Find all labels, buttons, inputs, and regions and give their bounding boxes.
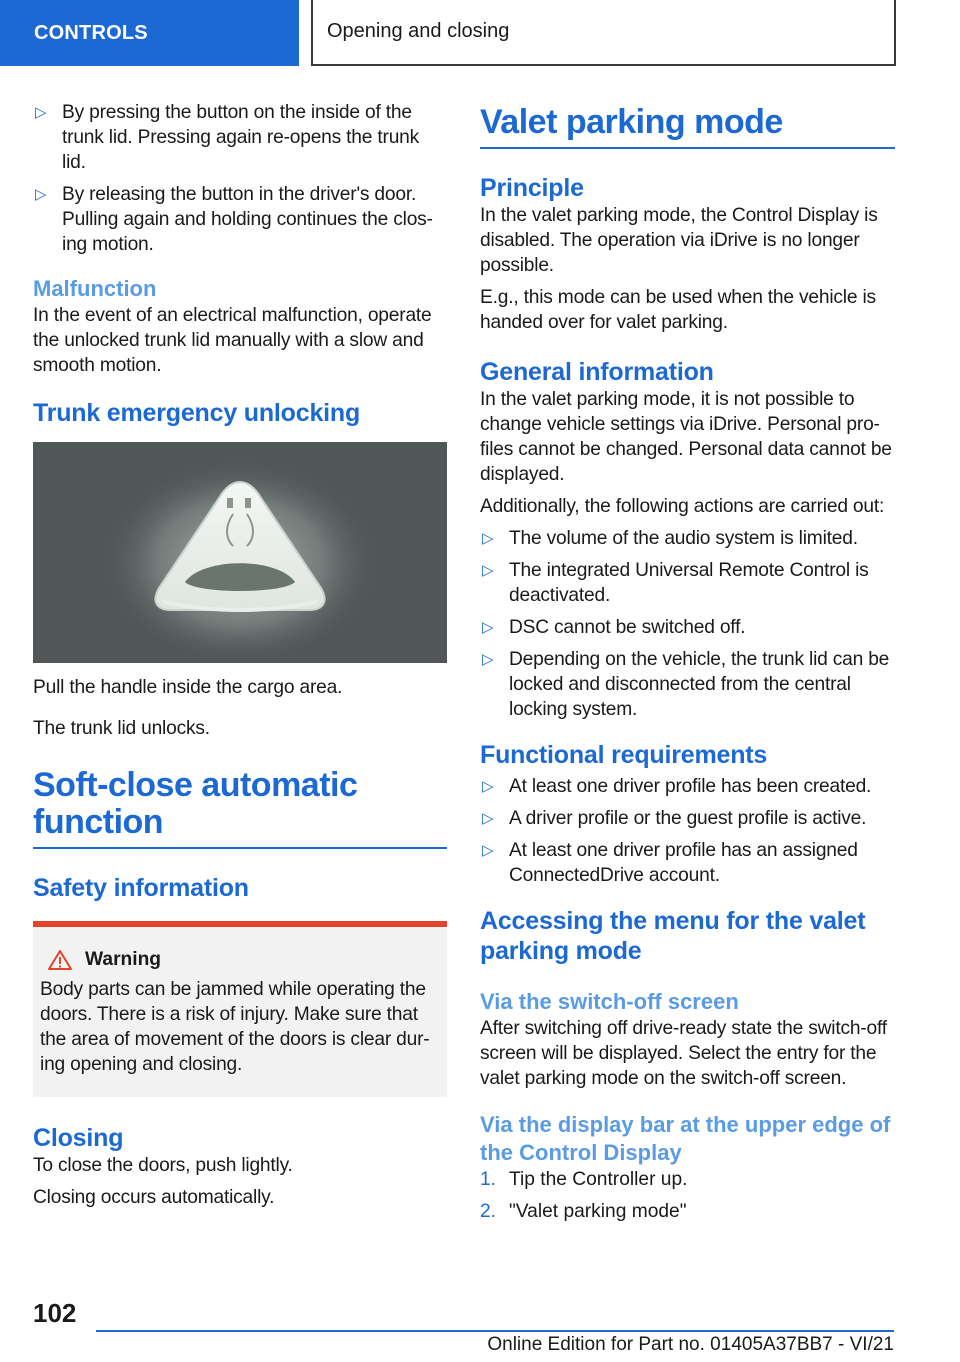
closing-text-2: Closing occurs automatically. (33, 1187, 275, 1208)
left-column (33, 100, 447, 1217)
chapter-tab: CONTROLS (0, 0, 299, 66)
closing-heading: Closing (33, 1124, 124, 1152)
section-tab: Opening and closing (311, 0, 896, 66)
emergency-text-2: The trunk lid unlocks. (33, 718, 210, 739)
triangle-bullet-icon: ▷ (482, 778, 494, 795)
closing-text-1: To close the doors, push lightly. (33, 1155, 293, 1176)
display-bar-heading: Via the display bar at the upper edge of the Control Display (480, 1112, 891, 1165)
malfunction-text: In the event of an electrical malfunction, operate the unlocked trunk lid manually with a slow and smooth motion. (33, 305, 432, 376)
list-item: ▷ Depending on the vehicle, the trunk lid can be locked and disconnected from the central locking system. (482, 649, 890, 720)
list-item: ▷ The volume of the audio system is limited. (482, 528, 858, 549)
right-column (480, 100, 895, 1231)
steps-list (480, 1167, 895, 1224)
list-item: ▷ DSC cannot be switched off. (482, 617, 746, 638)
footer-divider (96, 1330, 894, 1332)
warning-header (40, 949, 440, 971)
requirements-bullet-list (480, 774, 895, 888)
valet-heading: Valet parking mode (480, 104, 895, 149)
triangle-bullet-icon: ▷ (482, 562, 494, 579)
emergency-release-handle-icon (33, 442, 447, 663)
emergency-release-figure (33, 442, 447, 663)
general-bullet-list (480, 526, 895, 722)
triangle-bullet-icon: ▷ (482, 810, 494, 827)
list-item: 1. Tip the Controller up. (480, 1169, 688, 1190)
triangle-bullet-icon: ▷ (482, 619, 494, 636)
switchoff-text: After switching off drive-ready state the switch-off screen will be displayed. Select the entry for the valet parking mode on the switch-off screen. (480, 1018, 887, 1089)
triangle-bullet-icon: ▷ (35, 186, 47, 203)
warning-title: Warning (85, 949, 162, 970)
list-item: ▷ At least one driver profile has an assigned ConnectedDrive account. (482, 840, 858, 886)
list-item: ▷ By pressing the button on the inside of the trunk lid. Pressing again re-opens the trunk lid. (35, 102, 420, 173)
switchoff-screen-heading: Via the switch-off screen (480, 989, 739, 1014)
accessing-menu-heading: Accessing the menu for the valet parking mode (480, 907, 866, 965)
triangle-bullet-icon: ▷ (482, 530, 494, 547)
general-text-2: Additionally, the following actions are carried out: (480, 496, 885, 517)
softclose-heading: Soft-close automatic function (33, 767, 447, 849)
warning-text: Body parts can be jammed while operating the doors. There is a risk of injury. Make sure that the area of movement of the doors is clear dur-ing opening and closing. (40, 979, 430, 1075)
principle-heading: Principle (480, 174, 584, 202)
intro-bullet-list (33, 100, 447, 257)
triangle-bullet-icon: ▷ (482, 842, 494, 859)
general-text-1: In the valet parking mode, it is not possible to change vehicle settings via iDrive. Personal pro-files cannot be changed. Personal data cannot be displayed. (480, 389, 892, 485)
page-number: 102 (33, 1298, 77, 1328)
list-item: ▷ By releasing the button in the driver's door. Pulling again and holding continues the clos-ing motion. (35, 184, 433, 255)
triangle-bullet-icon: ▷ (35, 104, 47, 121)
list-item: 2. "Valet parking mode" (480, 1201, 687, 1222)
emergency-text-1: Pull the handle inside the cargo area. (33, 677, 343, 698)
edition-text: Online Edition for Part no. 01405A37BB7 - VI/21 (487, 1334, 894, 1355)
safety-information-heading: Safety information (33, 874, 249, 902)
principle-text-1: In the valet parking mode, the Control Display is disabled. The operation via iDrive is no longer possible. (480, 205, 878, 276)
functional-requirements-heading: Functional requirements (480, 741, 768, 769)
list-item: ▷ A driver profile or the guest profile is active. (482, 808, 867, 829)
triangle-bullet-icon: ▷ (482, 651, 494, 668)
principle-text-2: E.g., this mode can be used when the vehicle is handed over for valet parking. (480, 287, 876, 333)
list-item: ▷ The integrated Universal Remote Control is deactivated. (482, 560, 869, 606)
page-header (0, 0, 960, 66)
warning-triangle-icon (47, 949, 73, 971)
list-item: ▷ At least one driver profile has been created. (482, 776, 872, 797)
emergency-unlocking-heading: Trunk emergency unlocking (33, 399, 361, 427)
malfunction-heading: Malfunction (33, 276, 157, 301)
warning-box (33, 921, 447, 1097)
general-information-heading: General information (480, 358, 714, 386)
